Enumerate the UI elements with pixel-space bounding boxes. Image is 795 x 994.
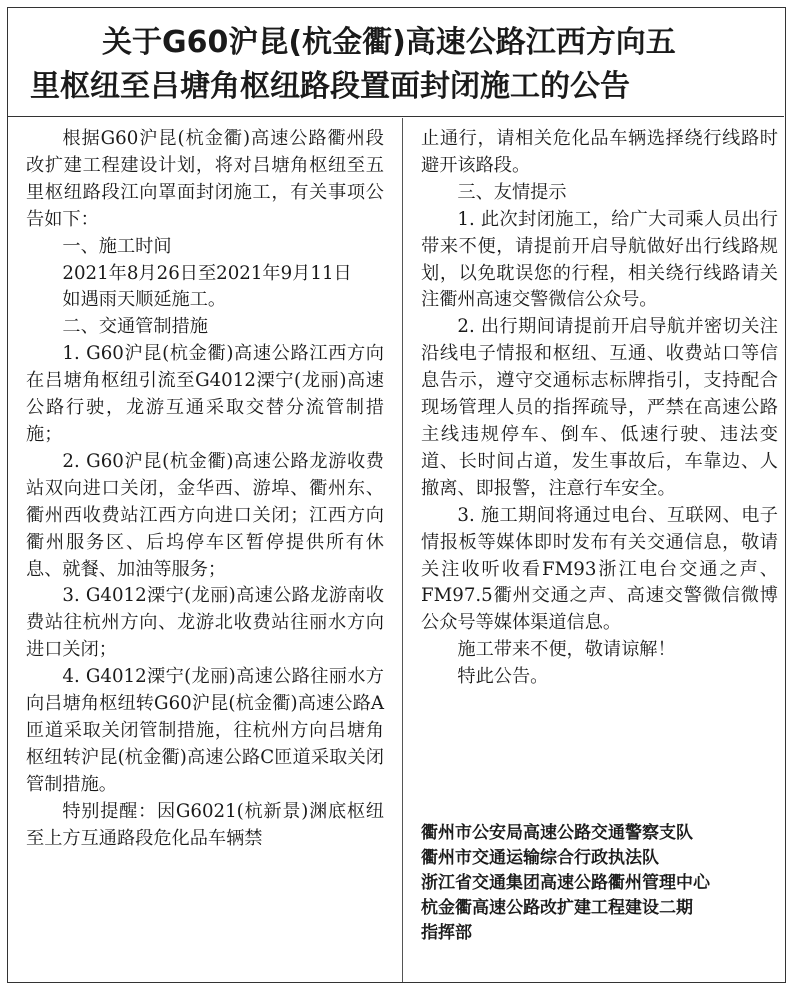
title-line-2: 里枢纽至吕塘角枢纽路段置面封闭施工的公告: [30, 69, 630, 104]
special-reminder-continued: 止通行，请相关危化品车辆选择绕行线路时避开该路段。: [421, 128, 778, 176]
section-heading-control: 二、交通管制措施: [62, 316, 208, 338]
intro-paragraph: 根据G60沪昆(杭金衢)高速公路衢州段改扩建工程建设计划，将对吕塘角枢纽至五里枢纽路段江向罩面封闭施工，有关事项公告如下：: [26, 128, 384, 230]
signatory-block: [421, 821, 781, 946]
measure-item-3: 3. G4012溧宁(龙丽)高速公路龙游南收费站往杭州方向、龙游北收费站往丽水方向进口关闭；: [26, 585, 384, 661]
date-range: 2021年8月26日至2021年9月11日: [62, 262, 352, 284]
special-reminder: 特别提醒：因G6021(杭新景)渊底枢纽至上方互通路段危化品车辆禁: [26, 800, 384, 849]
left-column: [26, 126, 384, 852]
measure-item-2: 2. G60沪昆(杭金衢)高速公路龙游收费站双向进口关闭，金华西、游埠、衢州东、衢州西收费站江西方向进口关闭；江西方向衢州服务区、后坞停车区暂停提供所有休息、就餐、加油等服务；: [26, 450, 384, 580]
closing-text: 特此公告。: [457, 666, 549, 688]
signer-4: 杭金衢高速公路改扩建工程建设二期: [421, 898, 693, 918]
signer-5: 指挥部: [421, 923, 472, 943]
section-heading-tips: 三、友情提示: [457, 181, 567, 203]
measure-item-4: 4. G4012溧宁(龙丽)高速公路往丽水方向吕塘角枢纽转G60沪昆(杭金衢)高速公路A匝道采取关闭管制措施，往杭州方向吕塘角枢纽转沪昆(杭金衢)高速公路C匝道采取关闭管制措施。: [26, 666, 384, 795]
tip-item-3: 3. 施工期间将通过电台、互联网、电子情报板等媒体即时发布有关交通信息，敬请关注收听收看FM93浙江电台交通之声、FM97.5衢州交通之声、高速交警微信微博公众号等媒体渠道信息。: [421, 504, 778, 634]
measure-item-1: 1. G60沪昆(杭金衢)高速公路江西方向在吕塘角枢纽引流至G4012溧宁(龙丽)高速公路行驶，龙游互通采取交替分流管制措施；: [26, 343, 384, 445]
tip-item-1: 1. 此次封闭施工，给广大司乘人员出行带来不便，请提前开启导航做好出行线路规划，以免耽误您的行程，相关绕行线路请关注衢州高速交警微信公众号。: [421, 208, 778, 311]
right-column: [421, 126, 778, 691]
signer-1: 衢州市公安局高速公路交通警察支队: [421, 823, 693, 843]
rain-note: 如遇雨天顺延施工。: [62, 289, 227, 311]
signer-3: 浙江省交通集团高速公路衢州管理中心: [421, 873, 710, 893]
notice-frame: [7, 7, 786, 983]
column-divider: [402, 118, 403, 982]
signer-2: 衢州市交通运输综合行政执法队: [421, 848, 659, 868]
title-line-1: 关于G60沪昆(杭金衢)高速公路江西方向五: [102, 25, 676, 60]
notice-title: [8, 24, 787, 116]
section-heading-time: 一、施工时间: [62, 235, 172, 257]
title-divider: [8, 116, 784, 117]
tip-item-2: 2. 出行期间请提前开启导航并密切关注沿线电子情报和枢纽、互通、收费站口等信息告示，遵守交通标志标牌指引，支持配合现场管理人员的指挥疏导，严禁在高速公路主线违规停车、倒车、低速行驶、违法变道、长时间占道，发生事故后，车靠边、人撤离、即报警，注意行车安全。: [421, 316, 778, 499]
apology-text: 施工带来不便，敬请谅解！: [457, 639, 676, 661]
